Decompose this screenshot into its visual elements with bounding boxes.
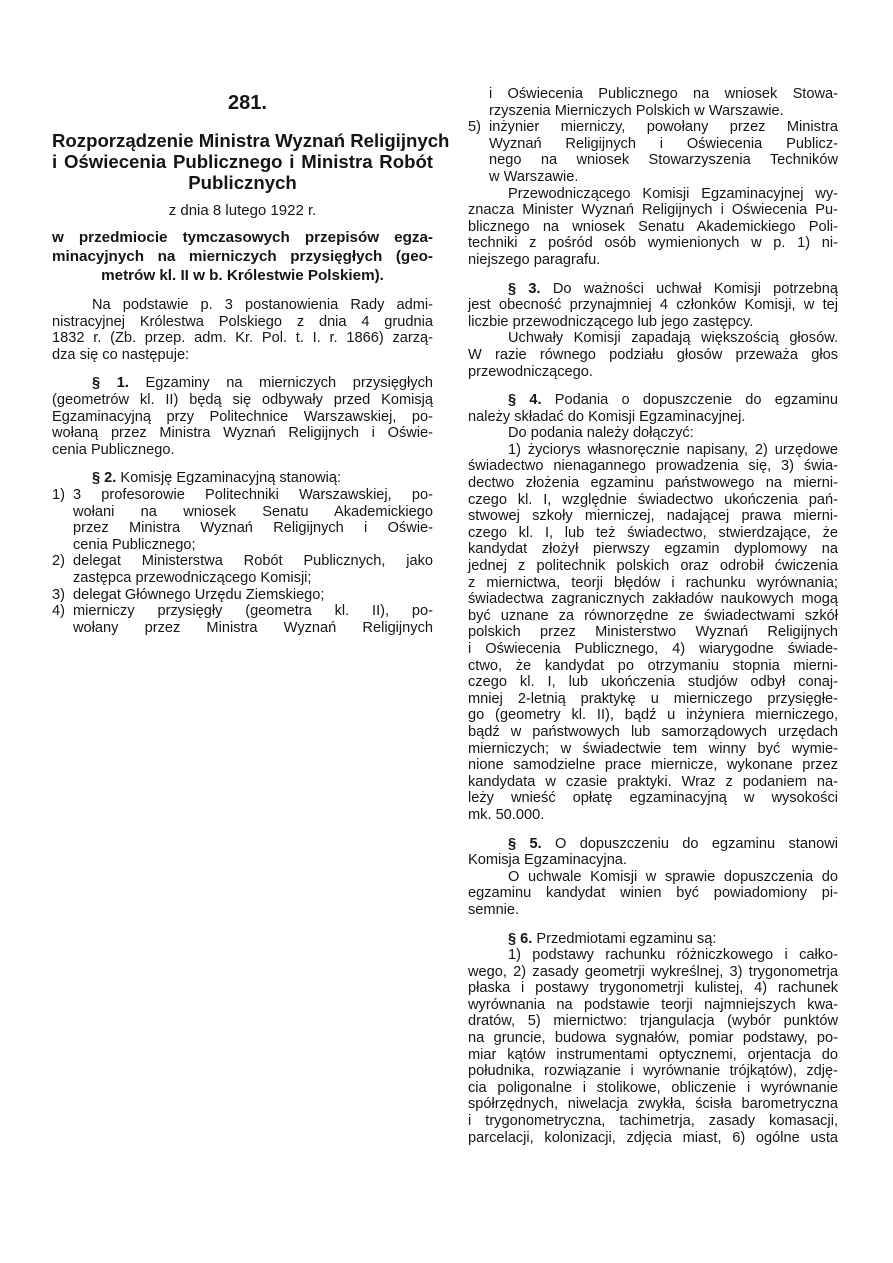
text-line: przez Ministra Wyznań Religijnych i Oświe- [73,520,433,537]
text-line: mierniczych; w świadectwie tem winny być wymie- [468,740,838,757]
section-mark: § 3. [508,280,541,297]
text-line: cenia Publicznego; [73,536,196,553]
text-line: wołani na wniosek Senatu Akademickiego [73,503,433,520]
section-text: Do ważności uchwał Komisji potrzebną [540,280,839,297]
list-marker: 2) [52,553,65,570]
left-column [52,88,450,636]
text-line: delegat Ministerstwa Robót Publicznych, jako [73,553,433,570]
text-line: wyrównania na podstawie teorji najmniejszych kwa- [468,996,838,1013]
text-line: 3 profesorowie Politechniki Warszawskiej, po- [73,486,433,503]
text-line: cia poligonalne i stolikowe, obliczenie i wyrównanie [468,1079,838,1096]
regulation-number: 281. [228,92,267,114]
text-line: być uznane za równorzędne ze świadectwami szkół [468,607,838,624]
right-column [468,86,838,1146]
text-line: dectwo złożenia egzaminu państwowego na mierni- [468,475,838,492]
list-item [468,119,838,185]
text-line: 1) podstawy rachunku różniczkowego i całko- [508,947,838,964]
text-line: W razie równego podziału głosów przeważa głos [468,346,838,363]
text-line: Do podania należy dołączyć: [508,425,694,442]
text-line [52,375,433,392]
text-line: jest obecność przynajmniej 4 członków Komisji, w tej [468,297,838,314]
section-text: Egzaminy na mierniczych przysięgłych [128,375,434,392]
text-line: 1832 r. (Zb. przep. adm. Kr. Pol. t. I. r. 1866) zarzą- [52,330,433,347]
section-mark: § 4. [508,392,542,409]
text-line: parcelacji, kolonizacji, zdjęcia miast, 6) ogólne usta [468,1129,838,1146]
section-3 [468,281,838,331]
text-line: Na podstawie p. 3 postanowienia Rady admi- [92,297,433,313]
text-line: rzyszenia Mierniczych Polskich w Warszawie. [489,102,784,119]
text-line: Wyznań Religijnych i Oświecenia Publicz- [489,135,838,152]
section-text: Komisję Egzaminacyjną stanowią: [116,470,342,487]
section-5 [468,836,838,869]
text-line: nione samodzielne prace miernicze, wykonane przez [468,757,838,774]
text-line: świadectwa zagranicznych zakładów naukowych mogą [468,591,838,608]
text-line: mniej 2-letnią praktykę u mierniczego przysięgłe- [468,690,838,707]
text-line: w Warszawie. [489,168,579,185]
text-line: z miernictwa, teorji błędów i rachunku wyrównania; [468,574,838,591]
text-line: semnie. [468,901,520,918]
list-item [52,587,433,604]
text-line: na gruncie, budowa sygnałów, pomiar podstawy, po- [468,1030,838,1047]
text-line: techniki z pośród osób wymienionych w p. 1) ni- [468,235,838,252]
text-line: należy składać do Komisji Egzaminacyjnej. [468,408,746,425]
paragraph [468,425,838,442]
text-line: wołany przez Ministra Wyznań Religijnych [73,619,433,636]
text-line: go (geometry kl. II), bądź u inżyniera mierniczego, [468,707,838,724]
paragraph [468,330,838,380]
section-6 [468,931,838,948]
text-line: kandydat złożył pierwszy egzamin dyplomowy na [468,541,838,558]
text-line [468,836,838,853]
text-line: cenia Publicznego. [52,441,175,458]
section-mark: § 5. [508,835,542,852]
section-text: Przedmiotami egzaminu są: [532,930,717,947]
paragraph [468,442,838,824]
text-line: delegat Głównego Urzędu Ziemskiego; [73,586,325,603]
list-item [52,553,433,586]
text-line: wego, 2) zasady geometrji wykreślnej, 3) trygonometrja [468,963,838,980]
section-text: O dopuszczeniu do egzaminu stanowi [541,835,838,852]
paragraph [468,86,838,119]
text-line: w przedmiocie tymczasowych przepisów egza- [52,229,433,246]
regulation-title [52,130,450,193]
list-marker: 3) [52,586,65,603]
text-line: O uchwale Komisji w sprawie dopuszczenia do [508,868,838,885]
section-mark: § 6. [508,930,533,947]
list-marker: 4) [52,603,65,620]
text-line: Rozporządzenie Ministra Wyznań Religijnych [52,130,450,151]
text-line: polskich przez Ministerstwo Wyznań Religijnych [468,624,838,641]
list-marker: 5) [468,119,481,136]
section-2 [52,470,433,487]
text-line [468,931,838,948]
list-item [52,603,433,636]
text-line: wołaną przez Ministra Wyznań Religijnych i Oświe- [52,425,433,442]
text-line: liczbie przewodniczącego lub jego zastępcy. [468,313,754,330]
text-line: kandydata w czasie praktyki. Wraz z podaniem na- [468,773,838,790]
text-line: spółrzędnych, niwelacja zwykła, ścisła barometryczna [468,1096,838,1113]
text-line: leży wnieść opłatę egzaminacyjną w wysokości [468,790,838,807]
text-line: dratów, 5) miernictwo: trjangulacja (wybór punktów [468,1013,838,1030]
text-line: mierniczy przysięgły (geometra kl. II), po- [73,603,433,620]
text-line: ctwo, że kandydat po otrzymaniu stopnia mierni- [468,657,838,674]
left-body [52,297,433,636]
text-line: 1) życiorys własnoręcznie napisany, 2) urzędowe [508,441,838,458]
text-line: Egzaminacyjną przy Politechnice Warszawskiej, po- [52,408,433,425]
text-line: miar kątów instrumentami optycznemi, orjentacja do [468,1046,838,1063]
text-line: zastępca przewodniczącego Komisji; [73,569,312,586]
text-line: i trygonometryczna, tachimetrja, zasady komasacji, [468,1113,838,1130]
text-line: egzaminu kandydat winien być powiadomiony pi- [468,885,838,902]
text-line: płaska i postawy trygonometrji kulistej, 4) rachunek [468,980,838,997]
text-line: blicznego na wniosek Senatu Akademickiego Poli- [468,218,838,235]
text-line: dza się co następuje: [52,346,190,363]
text-line: metrów kl. II w b. Królestwie Polskiem). [101,267,384,284]
text-line: południka, rozwiązanie i wyrównanie trójkątów), zdję- [468,1063,838,1080]
text-line: mk. 50.000. [468,806,545,823]
text-line: bądź w państwowych lub samorządowych urzędach [468,723,838,740]
paragraph [468,186,838,269]
regulation-date: z dnia 8 lutego 1922 r. [168,202,317,219]
text-line: nistracyjnej Królestwa Polskiego z dnia 4 grudnia [52,313,433,330]
text-line: (geometrów kl. II) będą się odbywały przed Komisją [52,391,433,408]
text-line: Przewodniczącego Komisji Egzaminacyjnej wy- [508,185,838,202]
list-item [52,487,433,553]
right-body [468,86,838,1146]
text-line: czego kl. I, lub też świadectwo, stwierdzające, że [468,524,838,541]
text-line: Publicznych [188,172,297,193]
section-1 [52,375,433,458]
text-line: świadectwo nienagannego prowadzenia się, 3) świa- [468,458,838,475]
section-text: Podania o dopuszczenie do egzaminu [541,392,839,409]
text-line: przewodniczącego. [468,363,593,380]
text-line: Uchwały Komisji zapadają większością głosów. [508,330,838,347]
text-line: nego na wniosek Stowarzyszenia Techników [489,152,838,169]
regulation-subject [52,228,433,285]
text-line: znacza Minister Wyznań Religijnych i Oświecenia Pu- [468,202,838,219]
text-line: niejszego paragrafu. [468,251,601,268]
text-line: Komisja Egzaminacyjna. [468,852,627,869]
text-line: i Oświecenia Publicznego i Ministra Robót [52,151,433,172]
paragraph [468,869,838,919]
paragraph [52,297,433,363]
text-line: czego kl. I, lub ukończenia studjów odbył conaj- [468,674,838,691]
text-line [468,281,838,298]
text-line: i Oświecenia Publicznego, 4) wiarygodne świade- [468,641,838,657]
paragraph [468,947,838,1146]
text-line [52,470,433,487]
section-mark: § 2. [92,470,117,487]
text-line: i Oświecenia Publicznego na wniosek Stowa- [489,86,838,102]
text-line: stwowej szkoły mierniczej, nadającej prawa mierni- [468,508,838,525]
text-line [468,392,838,409]
list-marker: 1) [52,486,65,503]
text-line: inżynier mierniczy, powołany przez Ministra [489,119,838,136]
text-line: minacyjnych na mierniczych przysięgłych (geo- [52,248,433,265]
text-line: jednej z politechnik polskich oraz odrobił ćwiczenia [468,558,838,575]
text-line: czego kl. I, względnie świadectwo ukończenia pań- [468,491,838,508]
section-mark: § 1. [92,375,129,392]
section-4 [468,392,838,425]
